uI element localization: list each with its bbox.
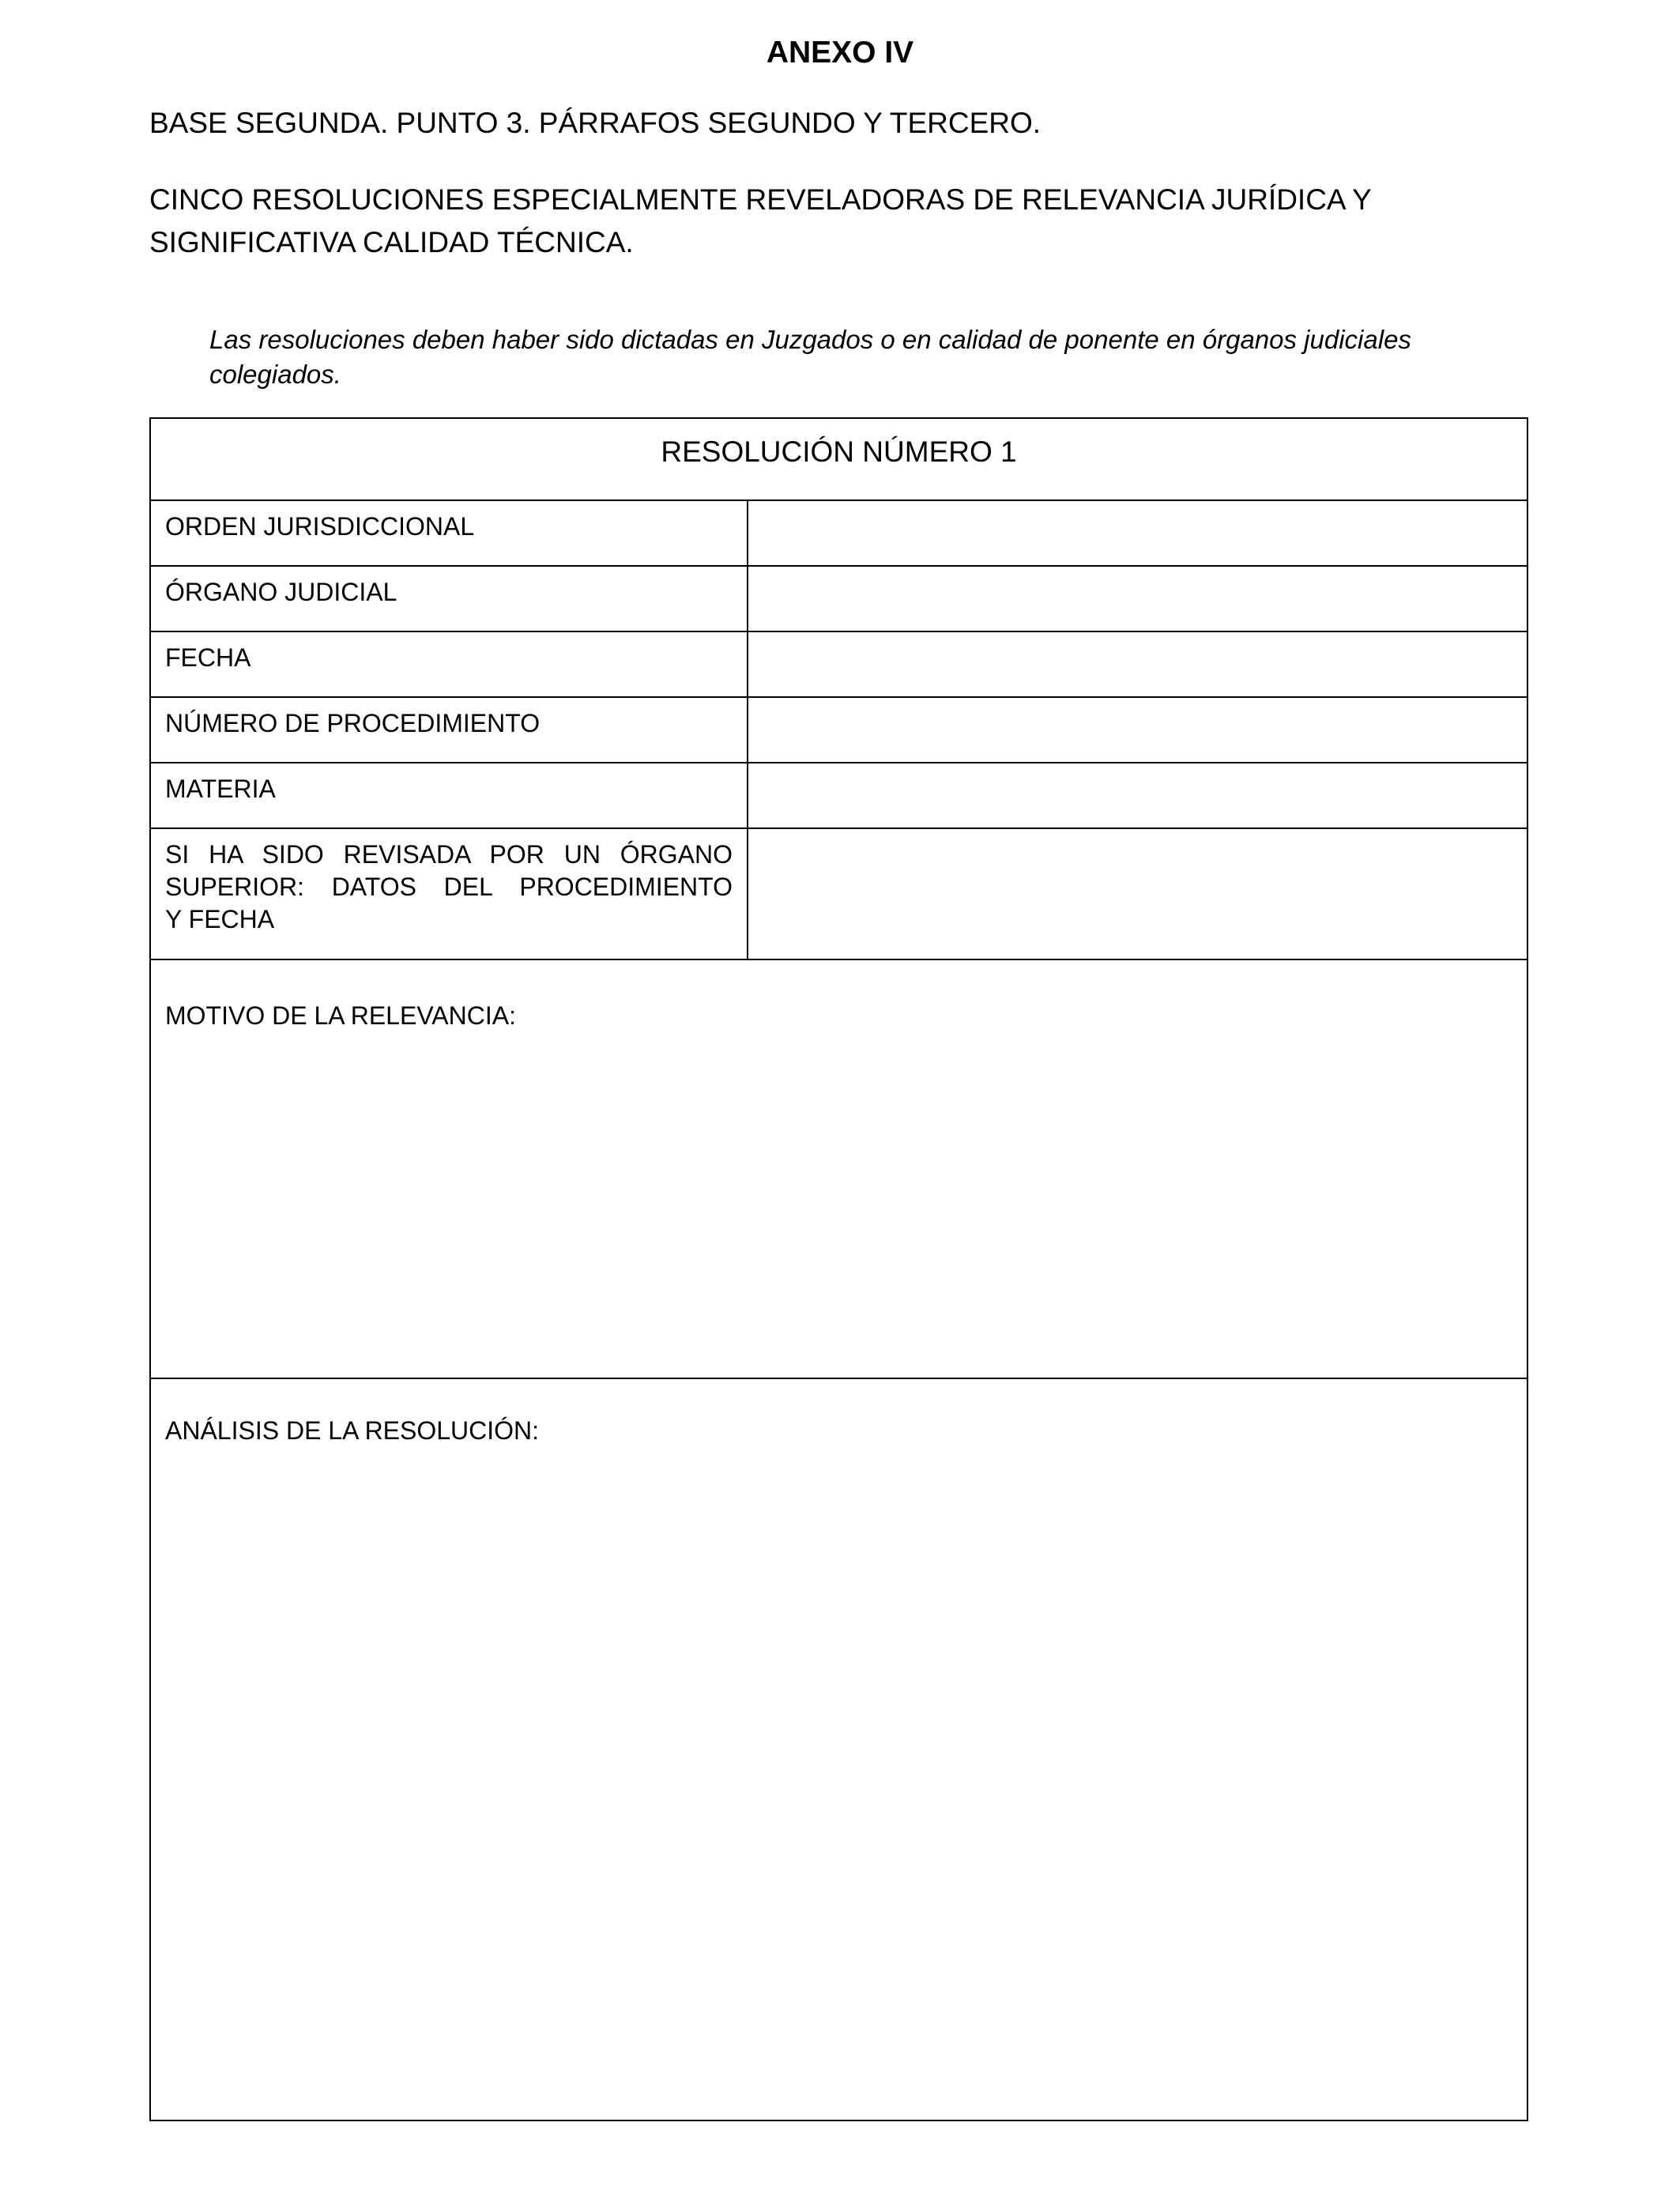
field-label-revision: [151, 829, 748, 959]
analisis-label: ANÁLISIS DE LA RESOLUCIÓN:: [165, 1416, 540, 1445]
field-label-materia: MATERIA: [151, 763, 748, 827]
form-header: RESOLUCIÓN NÚMERO 1: [151, 419, 1527, 501]
field-value-orden-jurisdiccional[interactable]: [748, 501, 1527, 565]
field-row-revision: [151, 829, 1527, 960]
motivo-label: MOTIVO DE LA RELEVANCIA:: [165, 1001, 516, 1030]
base-reference: BASE SEGUNDA. PUNTO 3. PÁRRAFOS SEGUNDO Y TERCERO.: [149, 107, 1042, 139]
revision-label-line-1: SI HA SIDO REVISADA POR UN ÓRGANO: [165, 840, 733, 869]
field-label-numero-procedimiento: NÚMERO DE PROCEDIMIENTO: [151, 698, 748, 762]
field-label-organo-judicial: ÓRGANO JUDICIAL: [151, 567, 748, 631]
field-value-numero-procedimiento[interactable]: [748, 698, 1527, 762]
field-row-materia: [151, 763, 1527, 829]
revision-label-line-2: SUPERIOR: DATOS DEL PROCEDIMIENTO: [165, 873, 733, 901]
field-value-materia[interactable]: [748, 763, 1527, 827]
field-row-numero: [151, 698, 1527, 763]
field-value-organo-judicial[interactable]: [748, 567, 1527, 631]
field-value-fecha[interactable]: [748, 632, 1527, 696]
annex-title: ANEXO IV: [766, 36, 914, 70]
motivo-section[interactable]: [151, 960, 1527, 1379]
section-heading: CINCO RESOLUCIONES ESPECIALMENTE REVELADORAS DE RELEVANCIA JURÍDICA Y SIGNIFICATIVA CALIDAD TÉCNICA.: [149, 183, 1372, 258]
analisis-section[interactable]: [151, 1379, 1527, 2120]
field-value-revision[interactable]: [748, 829, 1527, 959]
field-row-fecha: [151, 632, 1527, 698]
field-row-organo: [151, 567, 1527, 632]
field-label-fecha: FECHA: [151, 632, 748, 696]
resolution-form: [149, 417, 1528, 2121]
instruction-note: Las resoluciones deben haber sido dictadas en Juzgados o en calidad de ponente en órganos judiciales colegiados.: [209, 325, 1411, 389]
revision-label-line-3: Y FECHA: [165, 905, 275, 933]
field-label-orden-jurisdiccional: ORDEN JURISDICCIONAL: [151, 501, 748, 565]
field-row-orden: [151, 501, 1527, 567]
